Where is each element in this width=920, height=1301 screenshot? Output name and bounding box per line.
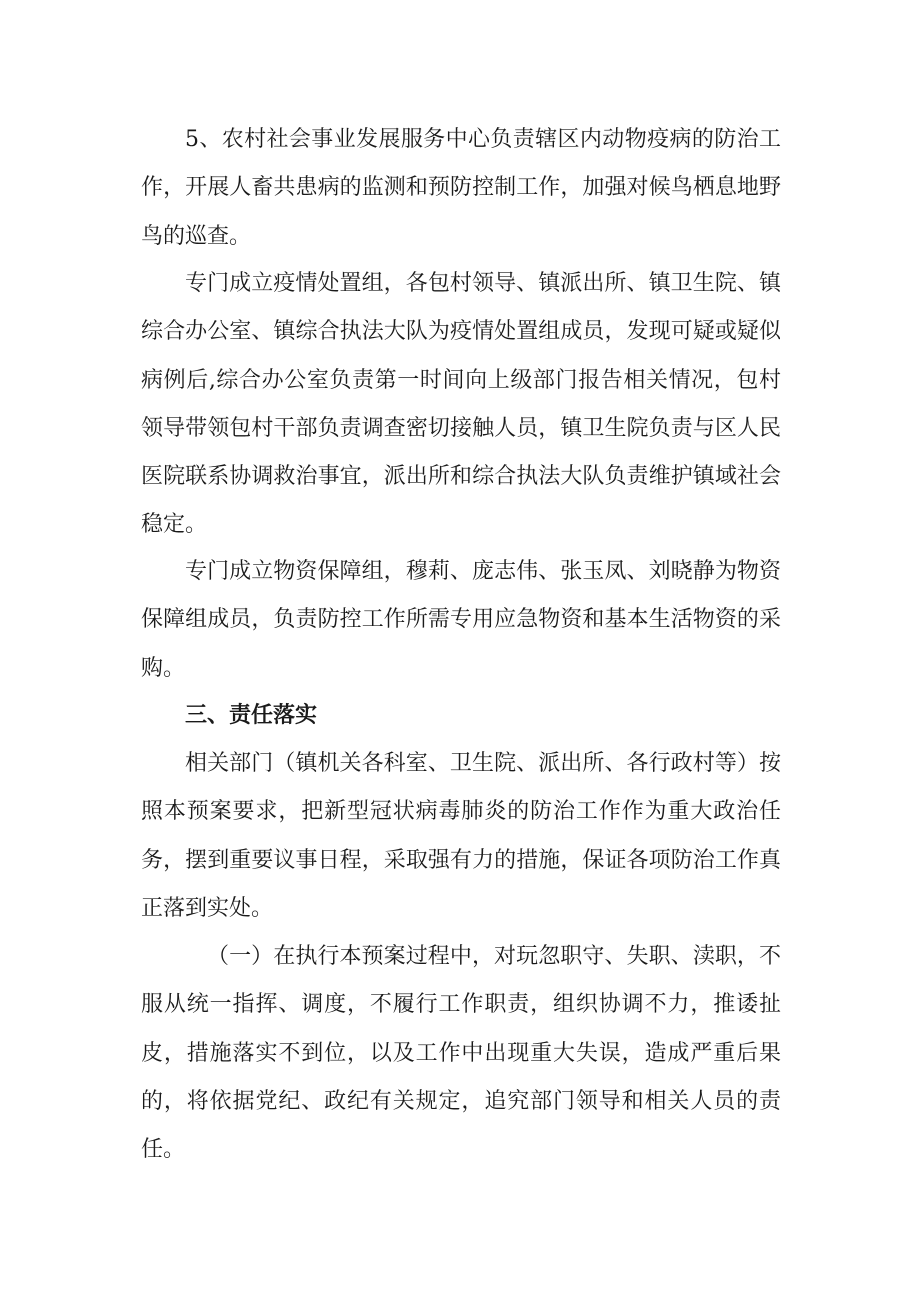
paragraph-text: 5、农村社会事业发展服务中心负责辖区内动物疫病的防治工作，开展人畜共患病的监测和预防控制工作，加强对候鸟栖息地野鸟的巡查。: [141, 127, 781, 249]
paragraph-responsibility-intro: [141, 740, 781, 933]
paragraph-text: （一）在执行本预案过程中，对玩忽职守、失职、渎职，不服从统一指挥、调度，不履行工作职责，组织协调不力，推诿扯皮，措施落实不到位，以及工作中出现重大失误，造成严重后果的，将依据党纪、政纪有关规定，追究部门领导和相关人员的责任。: [141, 944, 781, 1163]
paragraph-text: 相关部门（镇机关各科室、卫生院、派出所、各行政村等）按照本预案要求，把新型冠状病毒肺炎的防治工作作为重大政治任务，摆到重要议事日程，采取强有力的措施，保证各项防治工作真正落到实处。: [141, 751, 781, 921]
paragraph-text: 专门成立物资保障组，穆莉、庞志伟、张玉凤、刘晓静为物资保障组成员，负责防控工作所需专用应急物资和基本生活物资的采购。: [141, 559, 781, 681]
paragraph-epidemic-disposal-group: [141, 260, 781, 550]
section-heading: 三、责任落实: [185, 703, 318, 728]
paragraph-material-support-group: [141, 548, 781, 693]
paragraph-accountability-item-1: [141, 933, 781, 1174]
paragraph-text: 专门成立疫情处置组，各包村领导、镇派出所、镇卫生院、镇综合办公室、镇综合执法大队为疫情处置组成员，发现可疑或疑似病例后,综合办公室负责第一时间向上级部门报告相关情况，包村领导带领包村干部负责调查密切接触人员，镇卫生院负责与区人民医院联系协调救治事宜，派出所和综合执法大队负责维护镇域社会稳定。: [141, 271, 781, 538]
paragraph-rural-service-center: [141, 116, 781, 261]
